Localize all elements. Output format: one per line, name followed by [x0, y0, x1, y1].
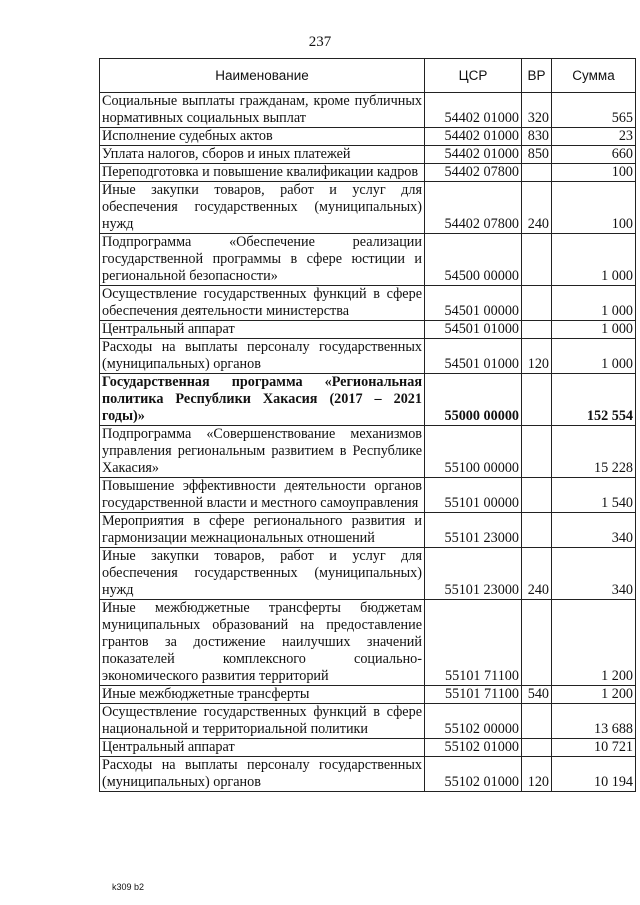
cell-name: Государственная программа «Региональная политика Республики Хакасия (2017 – 2021 годы)» [100, 374, 425, 426]
cell-sum: 15 228 [552, 426, 636, 478]
cell-csr: 55101 00000 [425, 478, 522, 513]
table-row [100, 146, 636, 164]
cell-vr: 240 [522, 182, 552, 234]
cell-sum: 152 554 [552, 374, 636, 426]
cell-name: Расходы на выплаты персоналу государственных (муниципальных) органов [100, 757, 425, 792]
table-row [100, 93, 636, 128]
cell-name: Расходы на выплаты персоналу государственных (муниципальных) органов [100, 339, 425, 374]
cell-vr [522, 600, 552, 686]
cell-vr: 120 [522, 757, 552, 792]
cell-vr [522, 739, 552, 757]
cell-name: Подпрограмма «Совершенствование механизмов управления региональным развитием в Республике Хакасия» [100, 426, 425, 478]
cell-sum: 1 000 [552, 234, 636, 286]
cell-sum: 1 000 [552, 339, 636, 374]
cell-csr: 54402 01000 [425, 93, 522, 128]
cell-vr: 320 [522, 93, 552, 128]
cell-csr: 54501 01000 [425, 339, 522, 374]
column-header-vr: ВР [522, 59, 552, 93]
table-row [100, 321, 636, 339]
cell-csr: 55102 01000 [425, 739, 522, 757]
cell-sum: 10 194 [552, 757, 636, 792]
cell-vr [522, 286, 552, 321]
table-row [100, 339, 636, 374]
column-header-name: Наименование [100, 59, 425, 93]
table-row [100, 548, 636, 600]
cell-name: Исполнение судебных актов [100, 128, 425, 146]
table-row [100, 704, 636, 739]
table-row [100, 374, 636, 426]
cell-vr [522, 234, 552, 286]
cell-name: Социальные выплаты гражданам, кроме публичных нормативных социальных выплат [100, 93, 425, 128]
column-header-sum: Сумма [552, 59, 636, 93]
cell-name: Иные закупки товаров, работ и услуг для обеспечения государственных (муниципальных) нужд [100, 182, 425, 234]
cell-name: Осуществление государственных функций в сфере обеспечения деятельности министерства [100, 286, 425, 321]
budget-table [99, 58, 636, 792]
table-row [100, 128, 636, 146]
cell-csr: 55101 71100 [425, 600, 522, 686]
cell-sum: 23 [552, 128, 636, 146]
cell-vr: 830 [522, 128, 552, 146]
table-row [100, 286, 636, 321]
cell-vr: 850 [522, 146, 552, 164]
cell-name: Осуществление государственных функций в сфере национальной и территориальной политики [100, 704, 425, 739]
cell-csr: 54501 00000 [425, 286, 522, 321]
table-row [100, 686, 636, 704]
cell-sum: 1 200 [552, 600, 636, 686]
cell-sum: 1 000 [552, 321, 636, 339]
cell-csr: 54402 07800 [425, 182, 522, 234]
cell-sum: 340 [552, 548, 636, 600]
cell-sum: 13 688 [552, 704, 636, 739]
cell-csr: 55101 71100 [425, 686, 522, 704]
table-header-row [100, 59, 636, 93]
cell-csr: 55101 23000 [425, 513, 522, 548]
cell-sum: 660 [552, 146, 636, 164]
cell-name: Иные межбюджетные трансферты бюджетам муниципальных образований на предоставление грантов за достижение наилучших значений показателей комплексного социально-экономического развития территорий [100, 600, 425, 686]
cell-vr: 540 [522, 686, 552, 704]
cell-vr: 240 [522, 548, 552, 600]
cell-vr [522, 164, 552, 182]
cell-vr: 120 [522, 339, 552, 374]
cell-sum: 1 200 [552, 686, 636, 704]
cell-sum: 1 540 [552, 478, 636, 513]
cell-vr [522, 704, 552, 739]
table-row [100, 234, 636, 286]
cell-csr: 54402 01000 [425, 128, 522, 146]
cell-sum: 565 [552, 93, 636, 128]
table-row [100, 739, 636, 757]
cell-sum: 340 [552, 513, 636, 548]
cell-csr: 55000 00000 [425, 374, 522, 426]
cell-vr [522, 426, 552, 478]
cell-name: Центральный аппарат [100, 739, 425, 757]
cell-vr [522, 321, 552, 339]
cell-sum: 1 000 [552, 286, 636, 321]
cell-name: Подпрограмма «Обеспечение реализации государственной программы в сфере юстиции и региональной безопасности» [100, 234, 425, 286]
cell-name: Иные закупки товаров, работ и услуг для обеспечения государственных (муниципальных) нужд [100, 548, 425, 600]
cell-vr [522, 513, 552, 548]
page-number: 237 [308, 34, 332, 50]
cell-csr: 54500 00000 [425, 234, 522, 286]
cell-name: Иные межбюджетные трансферты [100, 686, 425, 704]
cell-name: Переподготовка и повышение квалификации кадров [100, 164, 425, 182]
cell-csr: 54402 01000 [425, 146, 522, 164]
table-row [100, 164, 636, 182]
cell-name: Повышение эффективности деятельности органов государственной власти и местного самоуправления [100, 478, 425, 513]
cell-csr: 55102 01000 [425, 757, 522, 792]
cell-csr: 54501 01000 [425, 321, 522, 339]
table-row [100, 182, 636, 234]
cell-csr: 55101 23000 [425, 548, 522, 600]
cell-name: Центральный аппарат [100, 321, 425, 339]
cell-sum: 100 [552, 164, 636, 182]
table-row [100, 426, 636, 478]
table-row [100, 513, 636, 548]
cell-sum: 10 721 [552, 739, 636, 757]
cell-sum: 100 [552, 182, 636, 234]
cell-csr: 55100 00000 [425, 426, 522, 478]
table-row [100, 757, 636, 792]
cell-name: Мероприятия в сфере регионального развития и гармонизации межнациональных отношений [100, 513, 425, 548]
table-row [100, 478, 636, 513]
column-header-csr: ЦСР [425, 59, 522, 93]
cell-vr [522, 374, 552, 426]
footer-code: k309 b2 [112, 882, 145, 892]
cell-csr: 55102 00000 [425, 704, 522, 739]
table-row [100, 600, 636, 686]
cell-name: Уплата налогов, сборов и иных платежей [100, 146, 425, 164]
cell-csr: 54402 07800 [425, 164, 522, 182]
cell-vr [522, 478, 552, 513]
